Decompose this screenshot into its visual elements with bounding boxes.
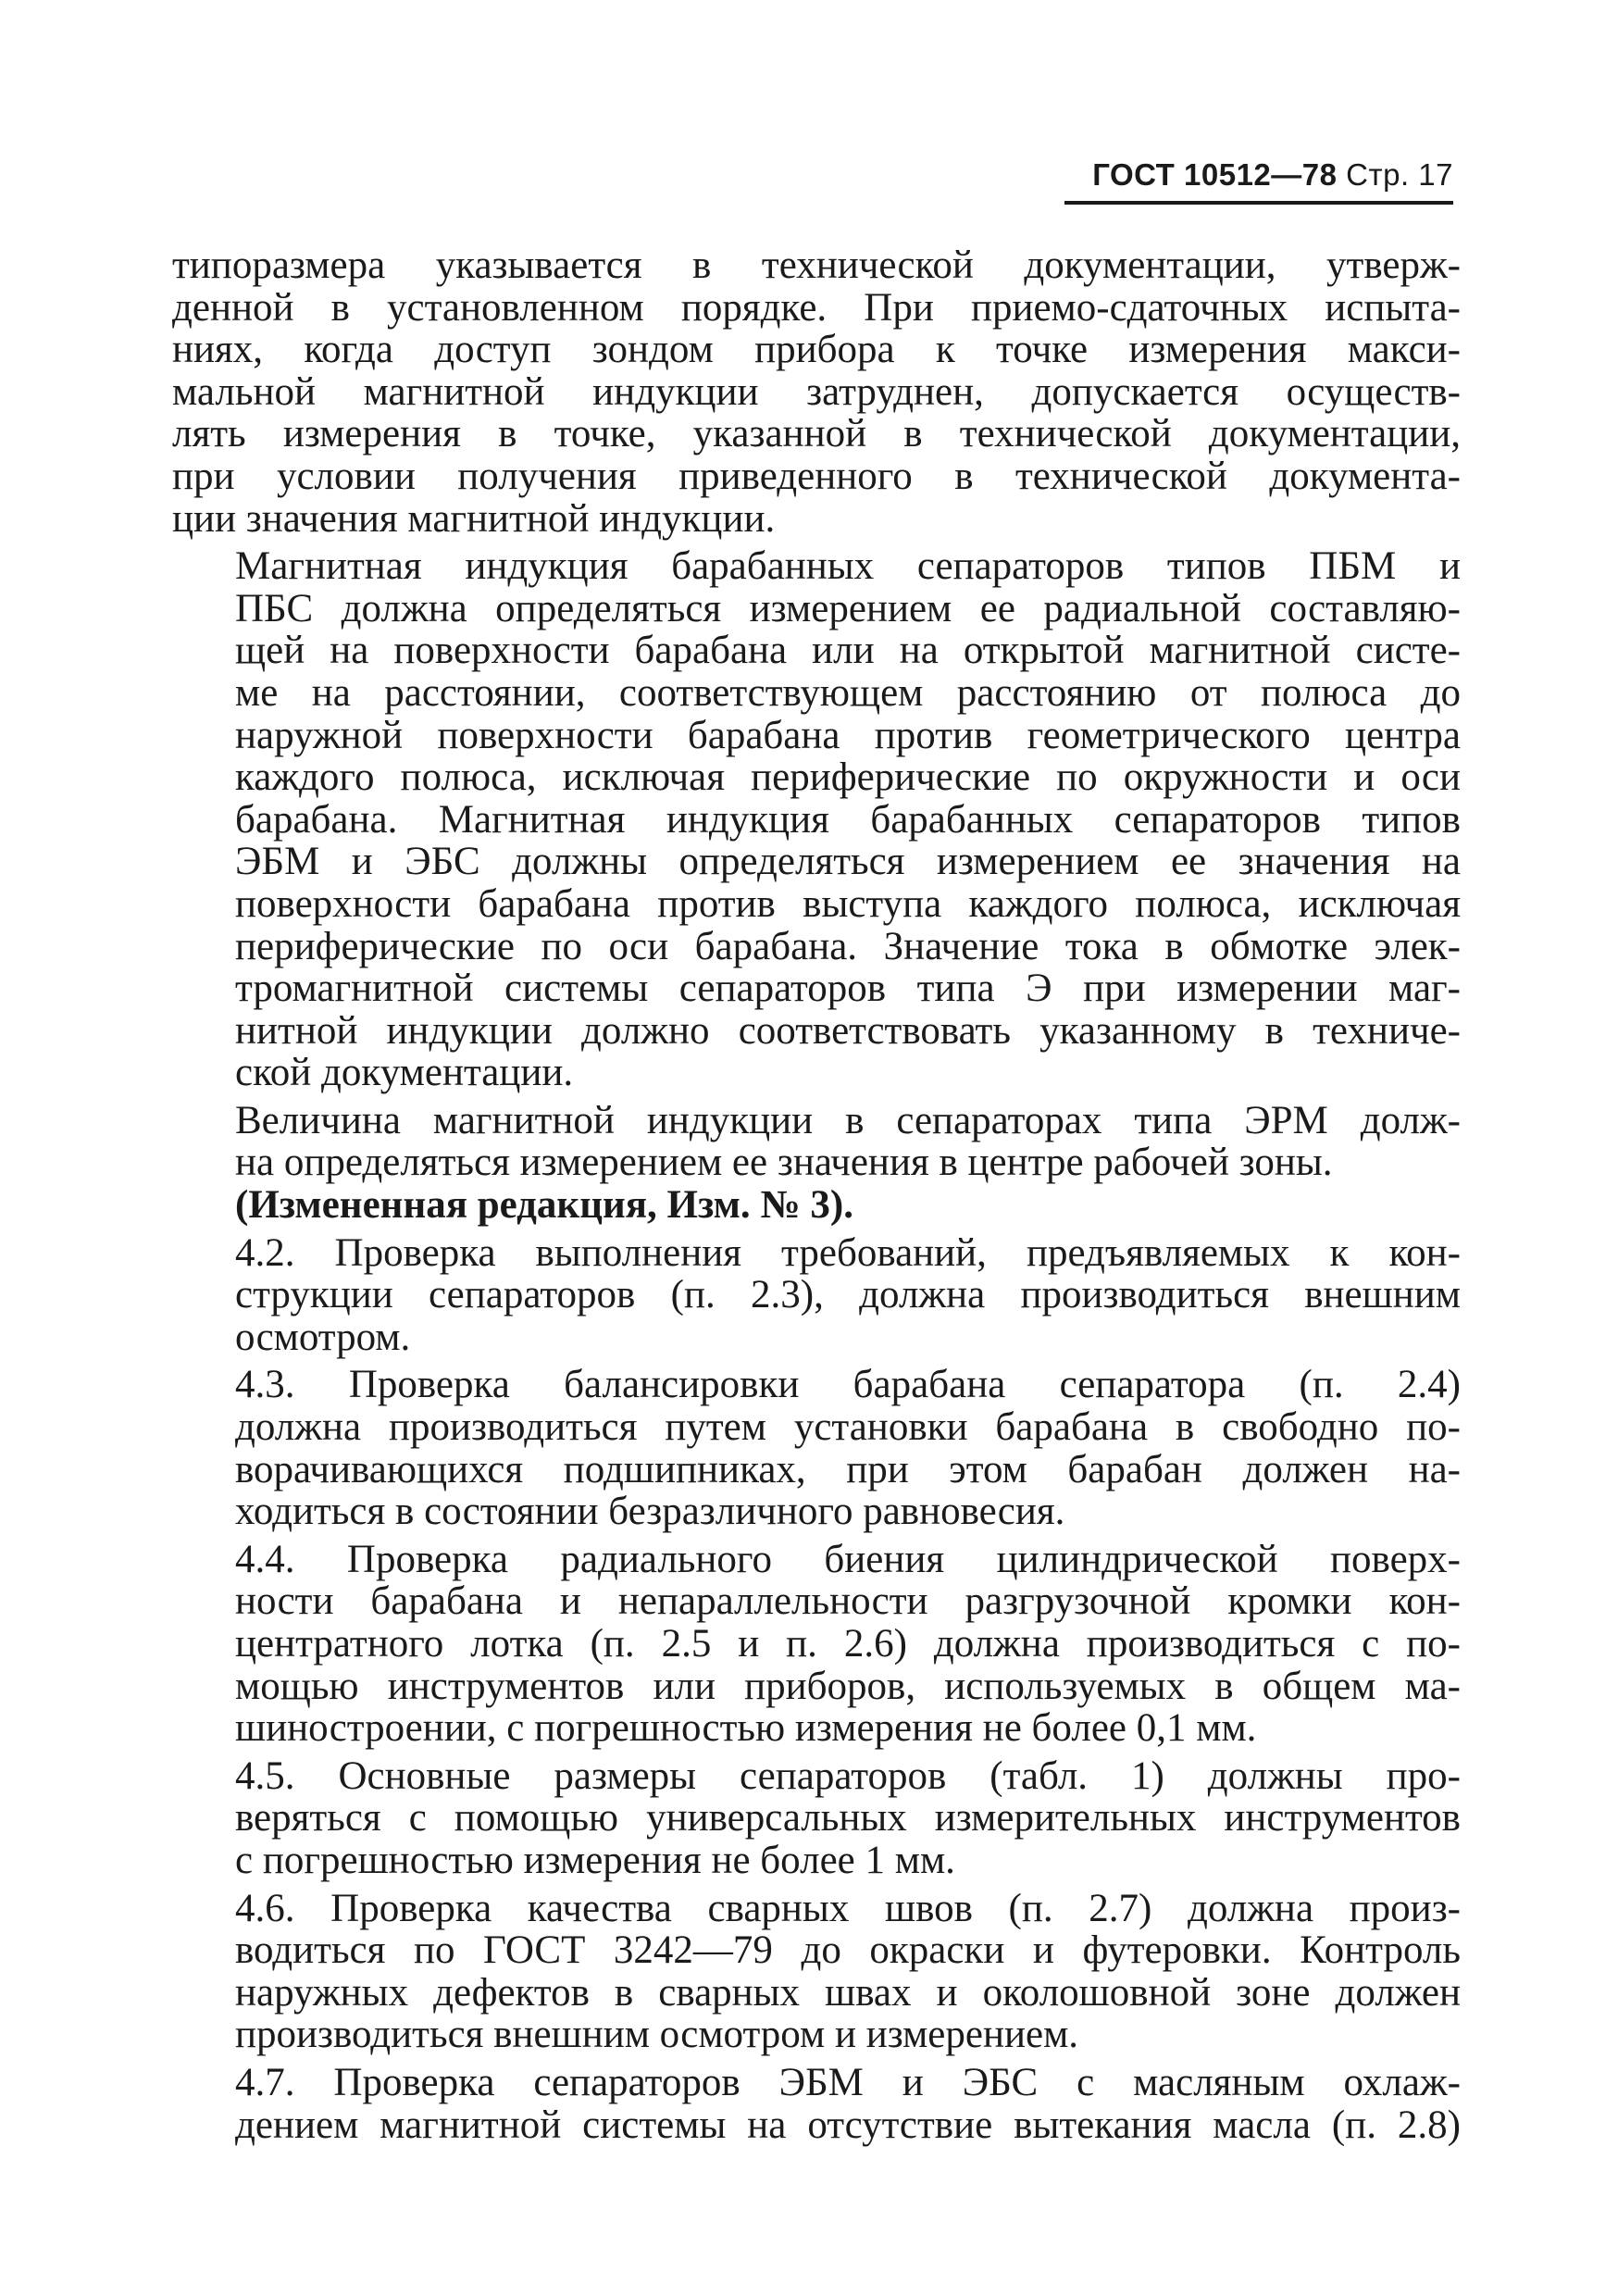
paragraph [172, 1232, 1461, 1359]
text-line: ской документации. [235, 1051, 574, 1095]
text-line: типоразмера указывается в технической документации, утверж- [172, 243, 1461, 287]
text-line: с погрешностью измерения не более 1 мм. [235, 1838, 955, 1882]
text-line: при условии получения приведенного в технической документа- [172, 454, 1461, 498]
header-divider [1064, 201, 1453, 205]
text-line: ме на расстоянии, соответствующем расстоянию от полюса до [235, 670, 1461, 715]
text-line: щей на поверхности барабана или на открытой магнитной систе- [235, 629, 1461, 673]
text-line: 4.7. Проверка сепараторов ЭБМ и ЭБС с масляным охлаж- [235, 2060, 1461, 2104]
text-line: каждого полюса, исключая периферические по окружности и оси [235, 755, 1461, 800]
page-header [1092, 157, 1453, 193]
text-line: ПБС должна определяться измерением ее радиальной составляю- [235, 586, 1461, 630]
paragraph [172, 1888, 1461, 2056]
text-line: водиться по ГОСТ 3242—79 до окраски и футеровки. Контроль [235, 1928, 1461, 1973]
text-line: 4.5. Основные размеры сепараторов (табл. 1) должны про- [235, 1753, 1461, 1798]
text-line: ходиться в состоянии безразличного равновесия. [235, 1490, 1065, 1534]
text-line: поверхности барабана против выступа каждого полюса, исключая [235, 881, 1461, 926]
text-line: 4.2. Проверка выполнения требований, предъявляемых к кон- [235, 1230, 1461, 1275]
text-line: производиться внешним осмотром и измерением. [235, 2013, 1079, 2057]
text-line: шиностроении, с погрешностью измерения не более 0,1 мм. [235, 1706, 1257, 1751]
document-body [172, 244, 1461, 2152]
paragraph [172, 1364, 1461, 1532]
paragraph [172, 1755, 1461, 1882]
text-line: на определяться измерением ее значения в центре рабочей зоны. [235, 1141, 1333, 1185]
page-number: Стр. 17 [1346, 157, 1453, 192]
text-line: 4.3. Проверка балансировки барабана сепаратора (п. 2.4) [235, 1363, 1461, 1407]
text-line: барабана. Магнитная индукция барабанных сепараторов типов [235, 797, 1461, 842]
text-line: струкции сепараторов (п. 2.3), должна производиться внешним [235, 1273, 1461, 1317]
paragraph [172, 545, 1461, 1094]
text-line: дением магнитной системы на отсутствие вытекания масла (п. 2.8) [235, 2103, 1461, 2147]
text-line: ворачивающихся подшипниках, при этом барабан должен на- [235, 1447, 1461, 1491]
text-line: нитной индукции должно соответствовать указанному в техниче- [235, 1008, 1461, 1053]
text-line: периферические по оси барабана. Значение тока в обмотке элек- [235, 924, 1461, 968]
paragraph [172, 1100, 1461, 1227]
standard-designation: ГОСТ 10512—78 [1092, 157, 1338, 192]
text-line: мощью инструментов или приборов, используемых в общем ма- [235, 1664, 1461, 1708]
text-line: лять измерения в точке, указанной в технической документации, [172, 412, 1461, 456]
text-line: Величина магнитной индукции в сепараторах типа ЭРМ долж- [235, 1098, 1461, 1142]
paragraph [172, 1539, 1461, 1750]
text-line: должна производиться путем установки барабана в свободно по- [235, 1405, 1461, 1450]
text-line: наружных дефектов в сварных швах и околошовной зоне должен [235, 1970, 1461, 2015]
text-line: денной в установленном порядке. При приемо-сдаточных испыта- [172, 285, 1461, 330]
text-line: 4.4. Проверка радиального биения цилиндрической поверх- [235, 1537, 1461, 1581]
text-line: осмотром. [235, 1315, 411, 1359]
text-line: веряться с помощью универсальных измерительных инструментов [235, 1796, 1461, 1841]
text-line: 4.6. Проверка качества сварных швов (п. 2.7) должна произ- [235, 1886, 1461, 1930]
text-line: Магнитная индукция барабанных сепараторов типов ПБМ и [235, 544, 1461, 589]
text-line: мальной магнитной индукции затруднен, допускается осуществ- [172, 369, 1461, 414]
paragraph [172, 2062, 1461, 2146]
text-line: тромагнитной системы сепараторов типа Э при измерении маг- [235, 967, 1461, 1011]
text-line: ниях, когда доступ зондом прибора к точке измерения макси- [172, 328, 1461, 372]
text-line: ции значения магнитной индукции. [172, 496, 776, 541]
text-line: ЭБМ и ЭБС должны определяться измерением ее значения на [235, 840, 1461, 884]
text-line: наружной поверхности барабана против геометрического центра [235, 713, 1461, 757]
text-line: центратного лотка (п. 2.5 и п. 2.6) должна производиться с по- [235, 1622, 1461, 1666]
amendment-note: (Измененная редакция, Изм. № 3). [235, 1183, 853, 1228]
text-line: ности барабана и непараллельности разгрузочной кромки кон- [235, 1579, 1461, 1624]
paragraph [172, 244, 1461, 540]
